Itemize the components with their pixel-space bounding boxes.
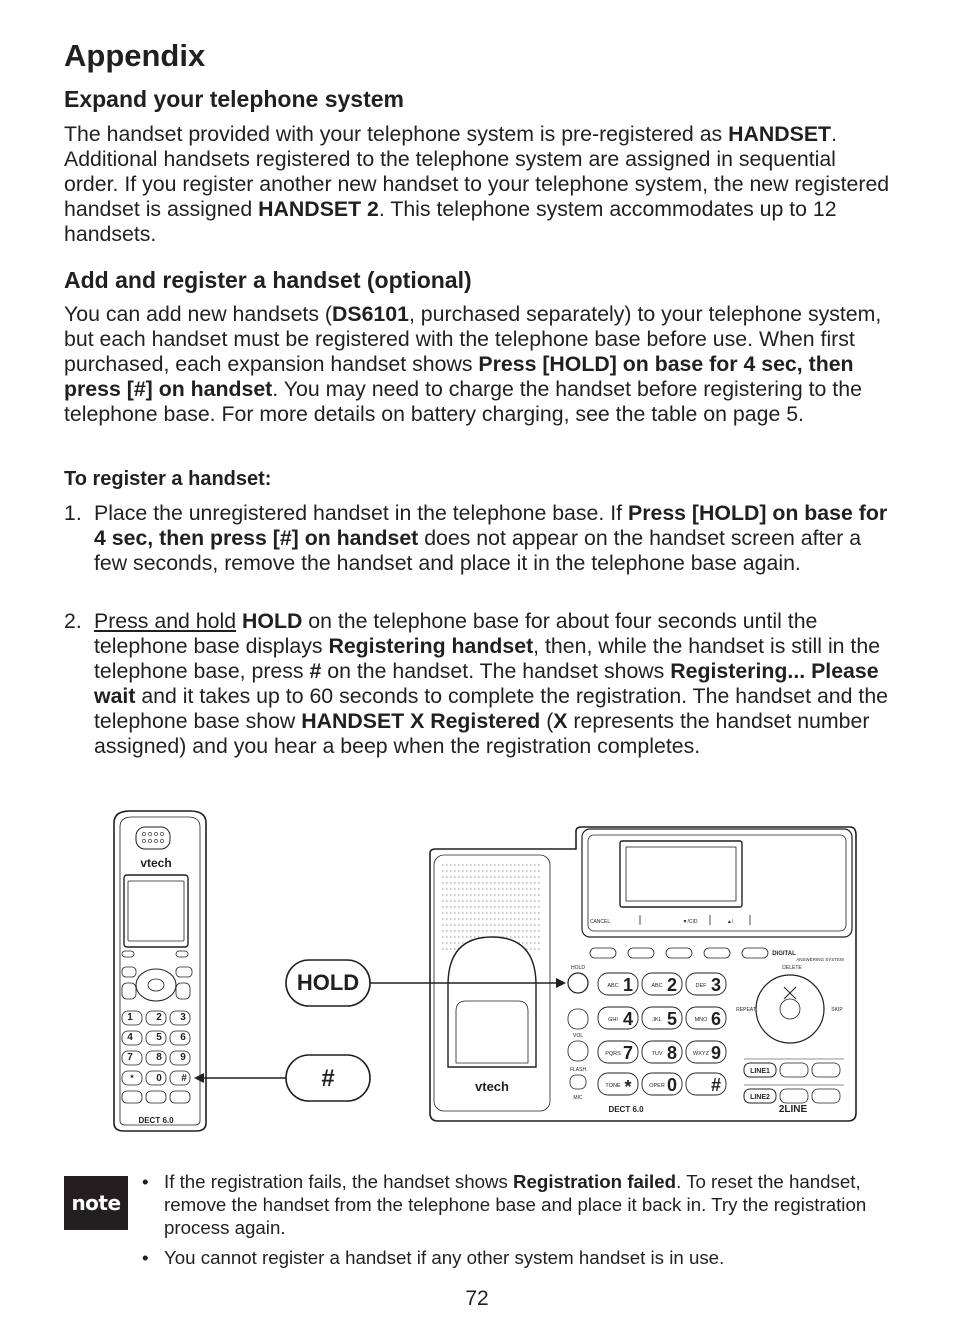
svg-text:DEF: DEF — [695, 983, 707, 989]
section-heading-expand: Expand your telephone system — [64, 86, 404, 112]
step-1 — [64, 501, 894, 576]
svg-text:9: 9 — [180, 1052, 186, 1063]
svg-text:OPER: OPER — [649, 1083, 665, 1089]
hold-label: HOLD — [571, 965, 585, 971]
cid-label: ▼/CID — [682, 919, 698, 925]
section-heading-add-register: Add and register a handset (optional) — [64, 267, 472, 293]
svg-text:3: 3 — [180, 1012, 186, 1023]
svg-text:#: # — [710, 1075, 722, 1095]
flash-label: FLASH — [569, 1067, 587, 1073]
up-label: ▲/ — [726, 919, 734, 925]
svg-text:JKL: JKL — [652, 1017, 662, 1023]
step-number: 1. — [64, 501, 82, 525]
step-number: 2. — [64, 609, 82, 633]
answering-system-label: ANSWERING SYSTEM — [796, 957, 844, 962]
svg-text:*: * — [130, 1073, 134, 1083]
base-brand-logo: vtech — [475, 1079, 509, 1094]
svg-text:GHI: GHI — [608, 1017, 618, 1023]
phone-registration-illustration — [100, 805, 870, 1135]
svg-text:7: 7 — [622, 1043, 634, 1063]
svg-text:5: 5 — [156, 1032, 162, 1043]
svg-text:8: 8 — [156, 1052, 162, 1063]
step-text: Place the unregistered handset in the telephone base. If Press [HOLD] on base for 4 sec, then press [#] on handset does not appear on the handset screen after a few seconds, remove the handset and place it in the telephone base again. — [94, 501, 888, 575]
svg-text:#: # — [181, 1073, 187, 1084]
svg-text:ABC: ABC — [651, 983, 663, 989]
handset-dect-logo: DECT 6.0 — [138, 1116, 174, 1125]
page-number: 72 — [465, 1287, 489, 1310]
step-2 — [64, 609, 894, 759]
svg-text:TUV: TUV — [651, 1051, 663, 1057]
svg-text:1: 1 — [622, 975, 634, 995]
svg-text:2: 2 — [156, 1012, 162, 1023]
svg-text:0: 0 — [666, 1075, 678, 1095]
svg-text:9: 9 — [710, 1043, 722, 1063]
svg-text:*: * — [624, 1077, 632, 1097]
svg-text:7: 7 — [127, 1052, 133, 1063]
mic-label: MIC — [573, 1095, 583, 1101]
svg-text:6: 6 — [180, 1032, 186, 1043]
svg-text:0: 0 — [156, 1073, 162, 1084]
delete-label: DELETE — [782, 965, 802, 971]
svg-text:PQRS: PQRS — [605, 1051, 621, 1057]
expand-paragraph: The handset provided with your telephone system is pre-registered as HANDSET. Additional handsets registered to the telephone system are assigned in sequential order. If you register another new handset to your telephone system, the new registered handset is assigned HANDSET 2. This telephone system accommodates up to 12 handsets. — [64, 122, 890, 246]
telephone-base — [430, 825, 856, 1121]
svg-text:8: 8 — [666, 1043, 678, 1063]
svg-text:4: 4 — [622, 1009, 634, 1029]
hold-callout-label: HOLD — [296, 970, 360, 995]
svg-text:ABC: ABC — [607, 983, 619, 989]
line1-label: LINE1 — [750, 1068, 770, 1075]
hash-callout — [194, 1055, 370, 1101]
svg-text:WXYZ: WXYZ — [693, 1051, 709, 1057]
repeat-label: REPEAT — [736, 1007, 756, 1013]
cancel-label: CANCEL — [589, 919, 611, 925]
handset-brand-logo: vtech — [140, 856, 172, 870]
page-title: Appendix — [64, 38, 206, 73]
note-badge: note — [64, 1176, 128, 1230]
vol-label: VOL — [572, 1033, 584, 1039]
svg-text:3: 3 — [710, 975, 722, 995]
digital-label: DIGITAL — [772, 951, 796, 957]
step-text: Press and hold HOLD on the telephone base for about four seconds until the telephone base displays Registering handset, then, while the handset is still in the telephone base, press # on the handset. The handset shows Registering... Please wait and it takes up to 60 seconds to complete the registration. The handset and the telephone base show HANDSET X Registered (X represents the handset number assigned) and you hear a beep when the registration completes. — [94, 609, 889, 758]
add-register-paragraph: You can add new handsets (DS6101, purchased separately) to your telephone system, but each handset must be registered with the telephone base before use. When first purchased, each expansion handset shows Press [HOLD] on base for 4 sec, then press [#] on handset. You may need to charge the handset before registering to the telephone base. For more details on battery charging, see the table on page 5. — [64, 302, 882, 426]
svg-text:TONE: TONE — [605, 1083, 621, 1089]
line2-label: LINE2 — [750, 1094, 770, 1101]
note-bullet: • If the registration fails, the handset shows Registration failed. To reset the handset, remove the handset from the telephone base and place it back in. Try the registration process again. — [142, 1171, 867, 1238]
register-subheading: To register a handset: — [64, 468, 272, 490]
earpiece-holes — [142, 832, 163, 842]
note-bullet: • You cannot register a handset if any other system handset is in use. — [142, 1247, 725, 1268]
svg-text:5: 5 — [666, 1009, 678, 1029]
svg-text:2: 2 — [666, 975, 678, 995]
hash-callout-label: # — [321, 1065, 335, 1092]
svg-text:MNO: MNO — [694, 1017, 708, 1023]
note-bullets — [140, 1170, 900, 1276]
base-dect-logo: DECT 6.0 — [608, 1105, 644, 1114]
svg-text:1: 1 — [127, 1012, 133, 1023]
svg-text:6: 6 — [710, 1009, 722, 1029]
skip-label: SKIP — [831, 1007, 843, 1013]
base-2line-logo: 2LINE — [778, 1104, 808, 1115]
svg-text:4: 4 — [127, 1032, 133, 1043]
base-keypad — [598, 973, 726, 1095]
